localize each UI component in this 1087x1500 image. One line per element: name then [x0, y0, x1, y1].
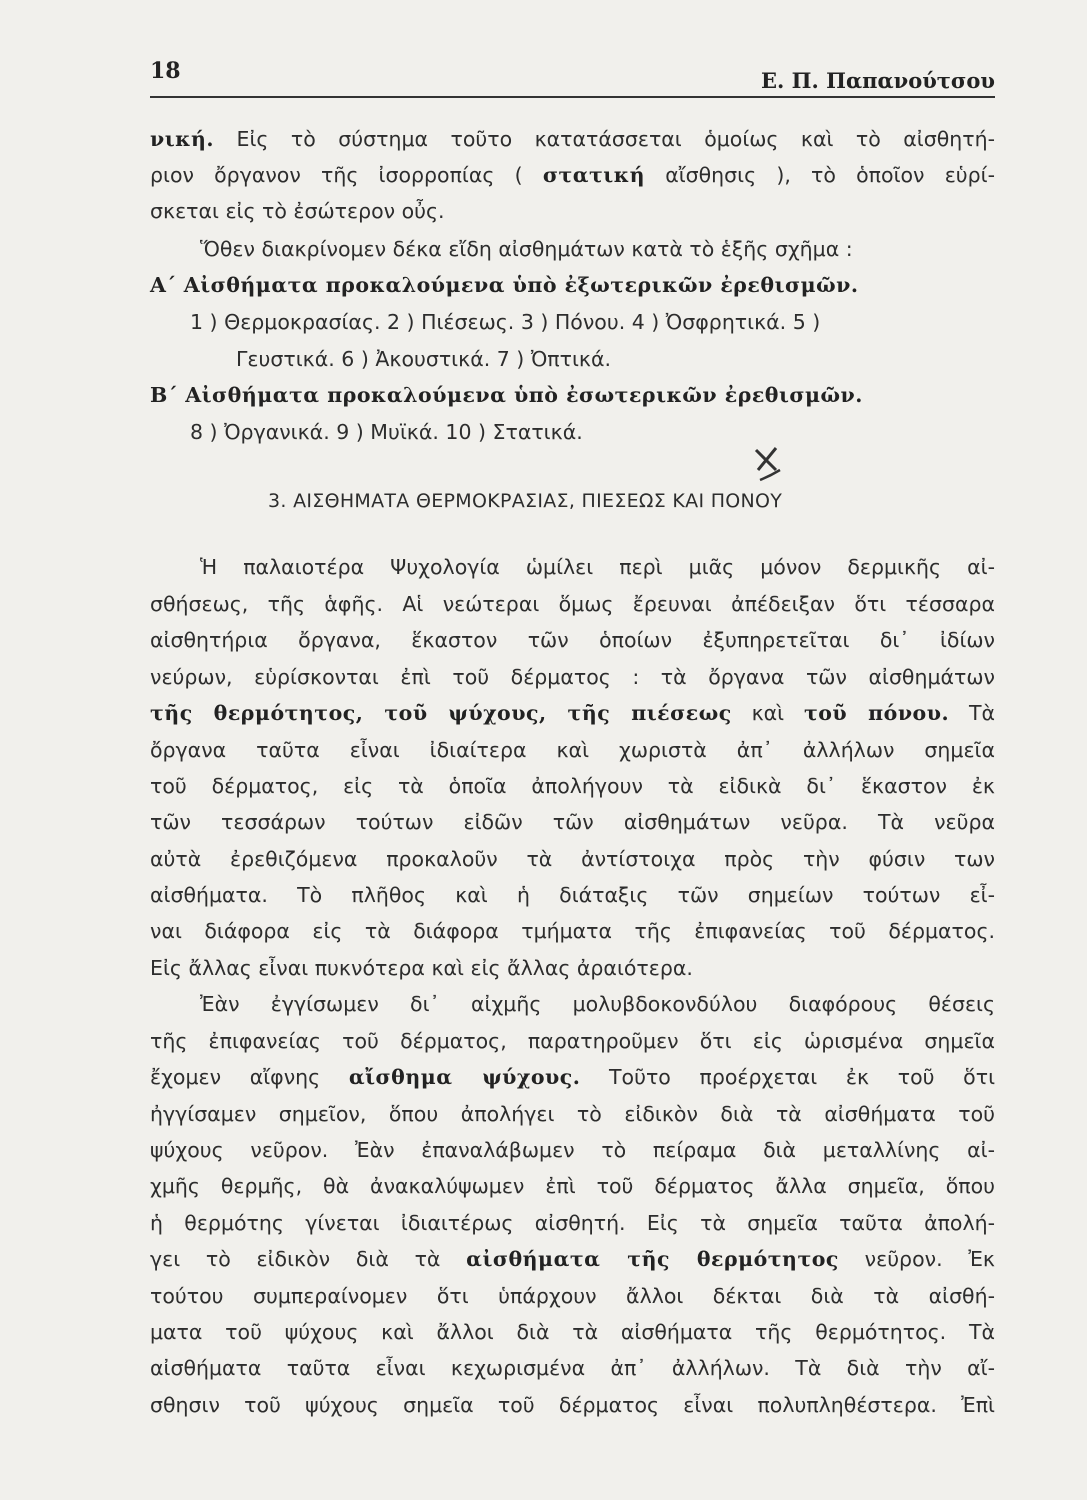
- category-a-items-2: Γευστικά. 6 ) Ἀκουστικά. 7 ) Ὀπτικά.: [236, 347, 612, 371]
- paragraph-2-line-8: γει τὸ εἰδικὸν διὰ τὰ αἰσθήματα τῆς θερμότητος νεῦρον. Ἐκ: [150, 1247, 995, 1271]
- text-line-2: ριον ὄργανον τῆς ἰσορροπίας ( στατική αἴσθησις ), τὸ ὁποῖον εὑρί-: [150, 163, 995, 187]
- paragraph-2-line-1: Ἐὰν ἐγγίσωμεν δι᾿ αἰχμῆς μολυβδοκονδύλου διαφόρους θέσεις: [200, 992, 995, 1016]
- section-heading: 3. ΑΙΣΘΗΜΑΤΑ ΘΕΡΜΟΚΡΑΣΙΑΣ, ΠΙΕΣΕΩΣ ΚΑΙ ΠΟΝΟΥ: [268, 490, 783, 512]
- paragraph-2-line-7: ἡ θερμότης γίνεται ἰδιαιτέρως αἰσθητή. Εἰς τὰ σημεῖα ταῦτα ἀπολή-: [150, 1211, 995, 1235]
- pencil-x-mark-icon: [750, 440, 784, 486]
- category-a-items-1: 1 ) Θερμοκρασίας. 2 ) Πιέσεως. 3 ) Πόνου. 4 ) Ὀσφρητικά. 5 ): [190, 310, 821, 334]
- text-line-4: Ὅθεν διακρίνομεν δέκα εἴδη αἰσθημάτων κατὰ τὸ ἑξῆς σχῆμα :: [200, 237, 853, 261]
- page-header: [150, 58, 995, 98]
- text-line-1: νική. Εἰς τὸ σύστημα τοῦτο κατατάσσεται ὁμοίως καὶ τὸ αἰσθητή-: [150, 127, 995, 151]
- paragraph-2-line-11: αἰσθήματα ταῦτα εἶναι κεχωρισμένα ἀπ᾿ ἀλλήλων. Τὰ διὰ τὴν αἴ-: [150, 1356, 995, 1380]
- running-head: Ε. Π. Παπανούτσου: [761, 68, 995, 93]
- paragraph-2-line-12: σθησιν τοῦ ψύχους σημεῖα τοῦ δέρματος εἶναι πολυπληθέστερα. Ἐπὶ: [150, 1393, 995, 1417]
- paragraph-1-line-6: ὄργανα ταῦτα εἶναι ἰδιαίτερα καὶ χωριστὰ ἀπ᾿ ἀλλήλων σημεῖα: [150, 738, 995, 762]
- paragraph-1-line-10: αἰσθήματα. Τὸ πλῆθος καὶ ἡ διάταξις τῶν σημείων τούτων εἶ-: [150, 883, 995, 907]
- paragraph-1-line-8: τῶν τεσσάρων τούτων εἰδῶν τῶν αἰσθημάτων νεῦρα. Τὰ νεῦρα: [150, 810, 995, 834]
- paragraph-1-line-12: Εἰς ἄλλας εἶναι πυκνότερα καὶ εἰς ἄλλας ἀραιότερα.: [150, 956, 693, 980]
- paragraph-1-line-9: αὐτὰ ἐρεθιζόμενα προκαλοῦν τὰ ἀντίστοιχα πρὸς τὴν φύσιν των: [150, 847, 995, 871]
- paragraph-2-line-6: χμῆς θερμῆς, θὰ ἀνακαλύψωμεν ἐπὶ τοῦ δέρματος ἄλλα σημεῖα, ὅπου: [150, 1174, 995, 1198]
- paragraph-2-line-2: τῆς ἐπιφανείας τοῦ δέρματος, παρατηροῦμεν ὅτι εἰς ὡρισμένα σημεῖα: [150, 1029, 995, 1053]
- paragraph-1-line-11: ναι διάφορα εἰς τὰ διάφορα τμήματα τῆς ἐπιφανείας τοῦ δέρματος.: [150, 919, 995, 943]
- category-a-line: Α΄ Αἰσθήματα προκαλούμενα ὑπὸ ἐξωτερικῶν ἐρεθισμῶν.: [150, 273, 859, 297]
- paragraph-1-line-4: νεύρων, εὑρίσκονται ἐπὶ τοῦ δέρματος : τὰ ὄργανα τῶν αἰσθημάτων: [150, 665, 995, 689]
- paragraph-1-line-7: τοῦ δέρματος, εἰς τὰ ὁποῖα ἀπολήγουν τὰ εἰδικὰ δι᾿ ἕκαστον ἐκ: [150, 774, 995, 798]
- text-line-3: σκεται εἰς τὸ ἐσώτερον οὖς.: [150, 199, 445, 223]
- paragraph-2-line-4: ἠγγίσαμεν σημεῖον, ὅπου ἀπολήγει τὸ εἰδικὸν διὰ τὰ αἰσθήματα τοῦ: [150, 1102, 995, 1126]
- paragraph-1-line-1: Ἡ παλαιοτέρα Ψυχολογία ὡμίλει περὶ μιᾶς μόνον δερμικῆς αἰ-: [200, 555, 995, 579]
- paragraph-2-line-9: τούτου συμπεραίνομεν ὅτι ὑπάρχουν ἄλλοι δέκται διὰ τὰ αἰσθή-: [150, 1284, 995, 1308]
- category-b-items: 8 ) Ὀργανικά. 9 ) Μυϊκά. 10 ) Στατικά.: [190, 420, 583, 444]
- paragraph-2-line-3: ἔχομεν αἴφνης αἴσθημα ψύχους. Τοῦτο προέρχεται ἐκ τοῦ ὅτι: [150, 1065, 996, 1089]
- category-b-line: Β΄ Αἰσθήματα προκαλούμενα ὑπὸ ἐσωτερικῶν ἐρεθισμῶν.: [150, 383, 863, 407]
- paragraph-2-line-5: ψύχους νεῦρον. Ἐὰν ἐπαναλάβωμεν τὸ πείραμα διὰ μεταλλίνης αἰ-: [150, 1138, 995, 1162]
- paragraph-1-line-5: τῆς θερμότητος, τοῦ ψύχους, τῆς πιέσεως καὶ τοῦ πόνου. Τὰ: [150, 701, 995, 725]
- page-number: 18: [150, 58, 181, 84]
- paragraph-2-line-10: ματα τοῦ ψύχους καὶ ἄλλοι διὰ τὰ αἰσθήματα τῆς θερμότητος. Τὰ: [150, 1320, 995, 1344]
- paragraph-1-line-2: σθήσεως, τῆς ἁφῆς. Αἱ νεώτεραι ὅμως ἔρευναι ἀπέδειξαν ὅτι τέσσαρα: [150, 592, 995, 616]
- paragraph-1-line-3: αἰσθητήρια ὄργανα, ἕκαστον τῶν ὁποίων ἐξυπηρετεῖται δι᾿ ἰδίων: [150, 628, 995, 652]
